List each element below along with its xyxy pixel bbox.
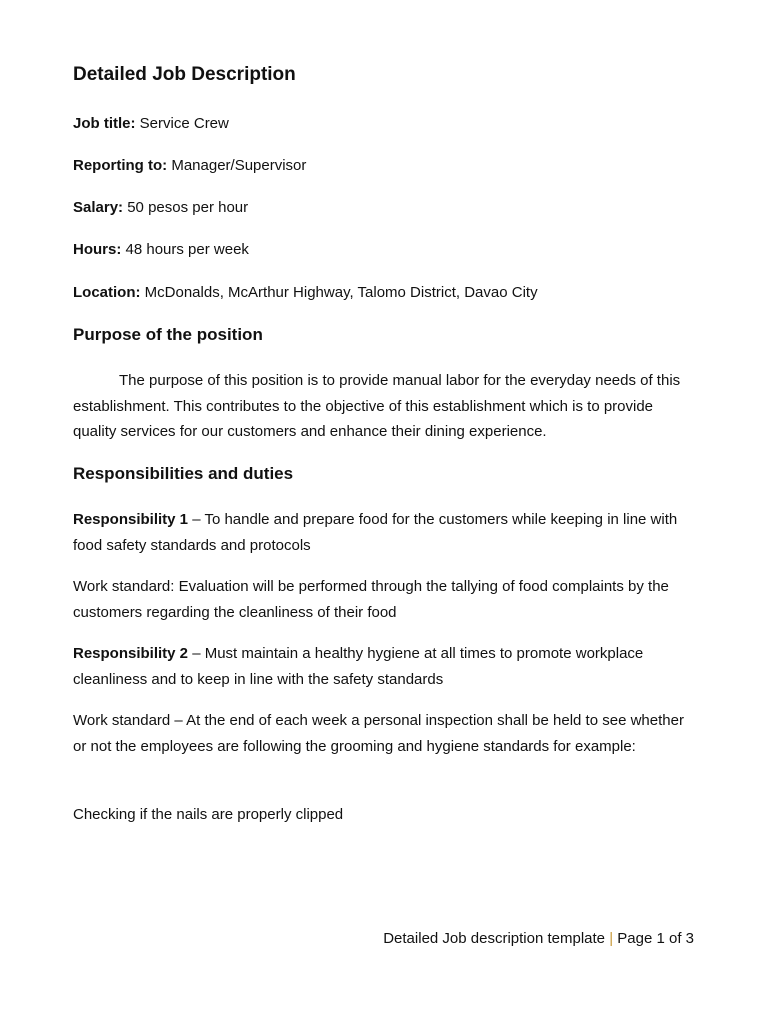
footer-separator: | <box>609 930 614 947</box>
salary-label: Salary: <box>73 199 124 216</box>
location-field <box>73 284 538 301</box>
page-footer <box>383 930 694 947</box>
work-standard-1: Work standard: Evaluation will be performed through the tallying of food complaints by the customers regarding the cleanliness of their food <box>73 578 669 621</box>
location-value: McDonalds, McArthur Highway, Talomo District, Davao City <box>144 284 538 301</box>
purpose-heading: Purpose of the position <box>73 325 263 344</box>
document-title: Detailed Job Description <box>73 64 296 85</box>
footer-template-name: Detailed Job description template <box>383 930 610 947</box>
salary-field <box>73 199 248 216</box>
reporting-to-label: Reporting to: <box>73 157 168 174</box>
job-title-value: Service Crew <box>139 115 229 132</box>
responsibilities-heading: Responsibilities and duties <box>73 464 294 483</box>
hours-value: 48 hours per week <box>125 241 249 258</box>
reporting-to-field <box>73 157 306 174</box>
hours-field <box>73 241 249 258</box>
location-label: Location: <box>73 284 141 301</box>
job-title-label: Job title: <box>73 115 136 132</box>
work-standard-2: Work standard – At the end of each week a personal inspection shall be held to see whether or not the employees are following the grooming and hygiene standards for example: <box>73 712 684 755</box>
reporting-to-value: Manager/Supervisor <box>171 157 307 174</box>
salary-value: 50 pesos per hour <box>127 199 249 216</box>
responsibility-1-label: Responsibility 1 <box>73 511 189 528</box>
checking-item: Checking if the nails are properly clipped <box>73 806 344 823</box>
responsibility-2 <box>73 641 698 692</box>
job-title-field <box>73 115 229 132</box>
hours-label: Hours: <box>73 241 122 258</box>
purpose-paragraph: The purpose of this position is to provide manual labor for the everyday needs of this establishment. This contributes to the objective of this establishment which is to provide quality services for our customers and enhance their dining experience. <box>73 372 681 440</box>
responsibility-1-text: – To handle and prepare food for the customers while keeping in line with food safety standards and protocols <box>73 511 678 554</box>
responsibility-1 <box>73 507 698 558</box>
responsibility-2-label: Responsibility 2 <box>73 645 189 662</box>
responsibility-2-text: – Must maintain a healthy hygiene at all times to promote workplace cleanliness and to keep in line with the safety standards <box>73 645 644 688</box>
footer-page-number: Page 1 of 3 <box>613 930 694 947</box>
